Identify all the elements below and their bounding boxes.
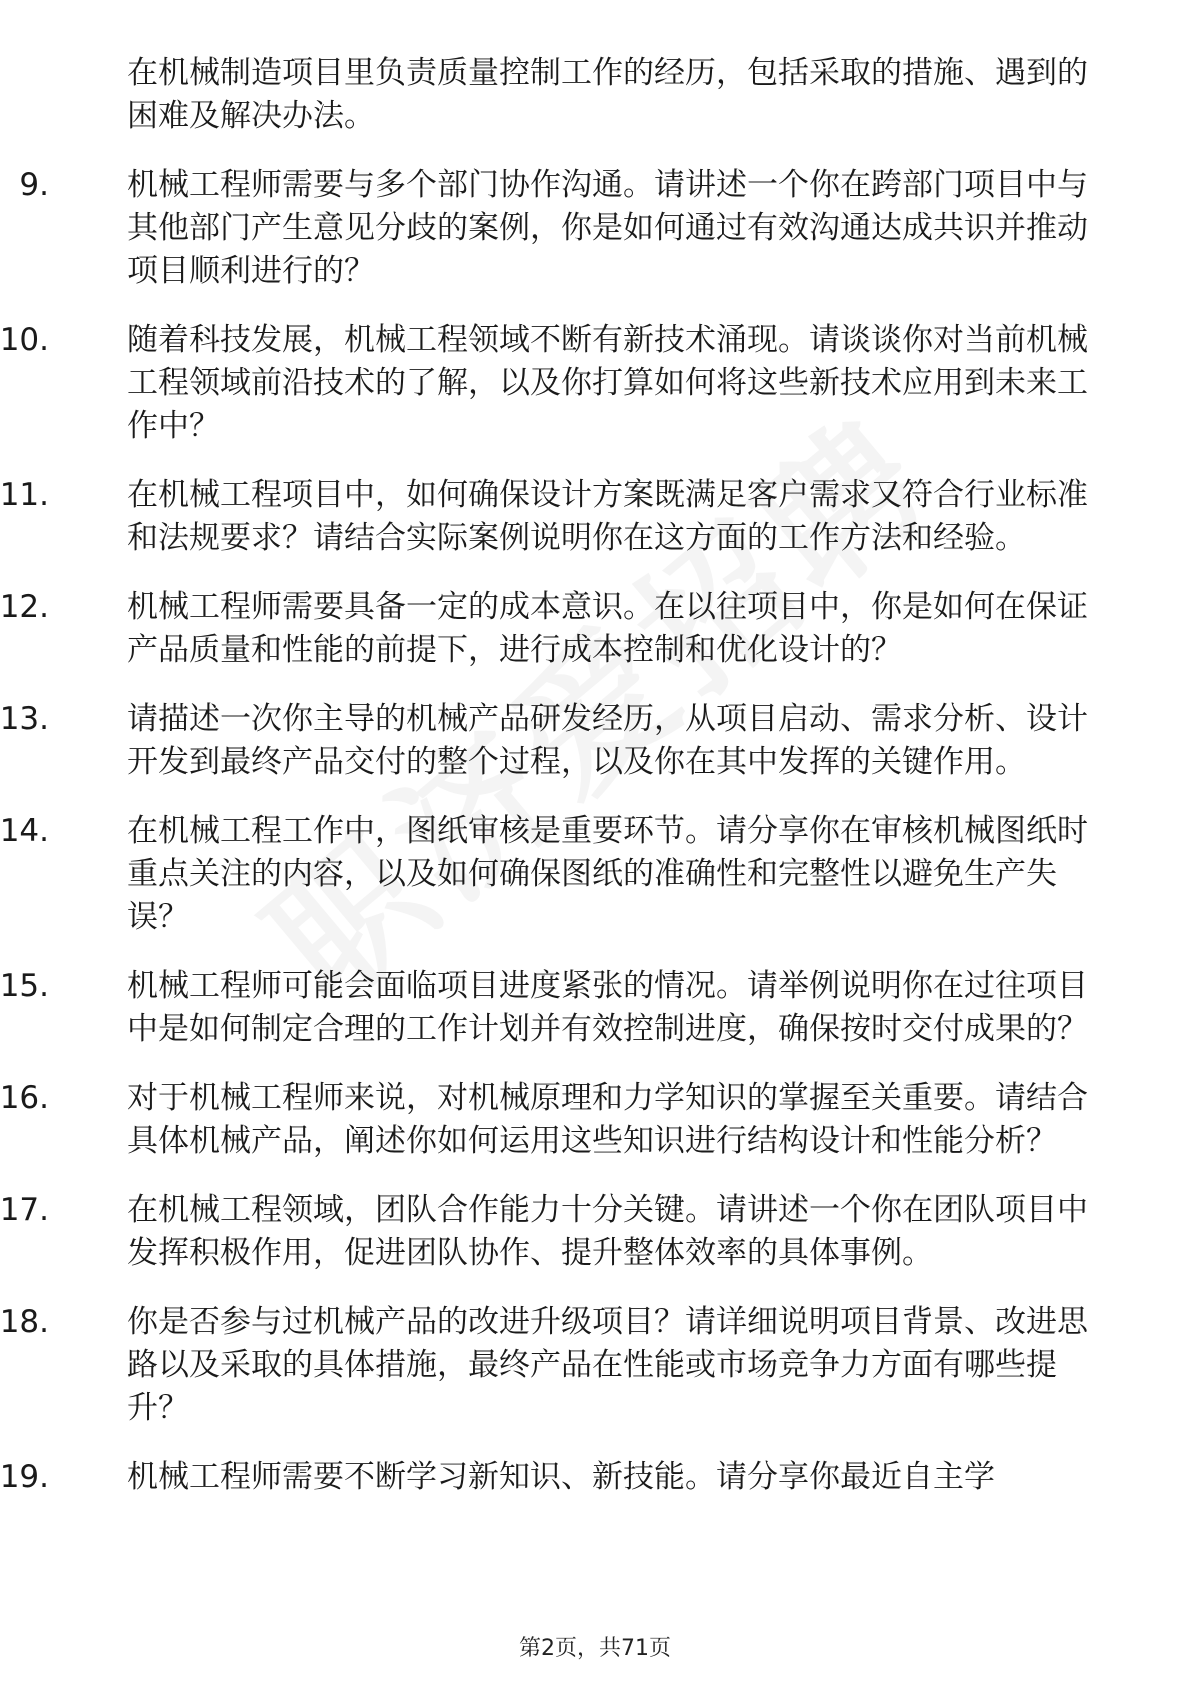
list-item bbox=[0, 810, 1117, 939]
question-number: 13. bbox=[0, 701, 49, 737]
question-number: 9. bbox=[19, 167, 49, 203]
question-number: 18. bbox=[0, 1304, 49, 1340]
question-text: 在机械工程领域，团队合作能力十分关键。请讲述一个你在团队项目中发挥积极作用，促进团队协作、提升整体效率的具体事例。 bbox=[127, 1192, 1088, 1271]
list-item bbox=[0, 965, 1117, 1051]
question-number: 12. bbox=[0, 589, 49, 625]
question-text: 在机械工程项目中，如何确保设计方案既满足客户需求又符合行业标准和法规要求？请结合实际案例说明你在这方面的工作方法和经验。 bbox=[127, 477, 1088, 556]
list-item bbox=[0, 1189, 1117, 1275]
question-text: 你是否参与过机械产品的改进升级项目？请详细说明项目背景、改进思路以及采取的具体措施，最终产品在性能或市场竞争力方面有哪些提升？ bbox=[127, 1304, 1088, 1426]
list-item bbox=[0, 1456, 1117, 1499]
question-number: 15. bbox=[0, 968, 49, 1004]
question-text: 机械工程师可能会面临项目进度紧张的情况。请举例说明你在过往项目中是如何制定合理的工作计划并有效控制进度，确保按时交付成果的？ bbox=[127, 968, 1088, 1047]
question-number: 19. bbox=[0, 1459, 49, 1495]
question-number: 11. bbox=[0, 477, 49, 513]
question-text: 请描述一次你主导的机械产品研发经历，从项目启动、需求分析、设计开发到最终产品交付的整个过程，以及你在其中发挥的关键作用。 bbox=[127, 701, 1088, 780]
question-text: 机械工程师需要不断学习新知识、新技能。请分享你最近自主学 bbox=[127, 1459, 995, 1495]
question-text: 对于机械工程师来说，对机械原理和力学知识的掌握至关重要。请结合具体机械产品，阐述你如何运用这些知识进行结构设计和性能分析？ bbox=[127, 1080, 1088, 1159]
page-footer: 第2页，共71页 bbox=[519, 1636, 671, 1661]
question-number: 17. bbox=[0, 1192, 49, 1228]
list-item bbox=[0, 319, 1117, 448]
list-item bbox=[0, 474, 1117, 560]
page-content bbox=[0, 52, 1190, 1525]
question-text: 机械工程师需要与多个部门协作沟通。请讲述一个你在跨部门项目中与其他部门产生意见分歧的案例，你是如何通过有效沟通达成共识并推动项目顺利进行的？ bbox=[127, 167, 1088, 289]
question-number: 10. bbox=[0, 322, 49, 358]
question-text: 随着科技发展，机械工程领域不断有新技术涌现。请谈谈你对当前机械工程领域前沿技术的了解，以及你打算如何将这些新技术应用到未来工作中？ bbox=[127, 322, 1088, 444]
question-number: 16. bbox=[0, 1080, 49, 1116]
question-text: 在机械工程工作中，图纸审核是重要环节。请分享你在审核机械图纸时重点关注的内容，以及如何确保图纸的准确性和完整性以避免生产失误？ bbox=[127, 813, 1088, 935]
list-item bbox=[0, 164, 1117, 293]
question-text: 机械工程师需要具备一定的成本意识。在以往项目中，你是如何在保证产品质量和性能的前提下，进行成本控制和优化设计的？ bbox=[127, 589, 1088, 668]
list-item bbox=[0, 1301, 1117, 1430]
question-list bbox=[0, 164, 1190, 1499]
carryover-paragraph: 在机械制造项目里负责质量控制工作的经历，包括采取的措施、遇到的困难及解决办法。 bbox=[127, 55, 1088, 134]
list-item bbox=[0, 698, 1117, 784]
list-item bbox=[0, 586, 1117, 672]
list-item bbox=[0, 1077, 1117, 1163]
question-number: 14. bbox=[0, 813, 49, 849]
